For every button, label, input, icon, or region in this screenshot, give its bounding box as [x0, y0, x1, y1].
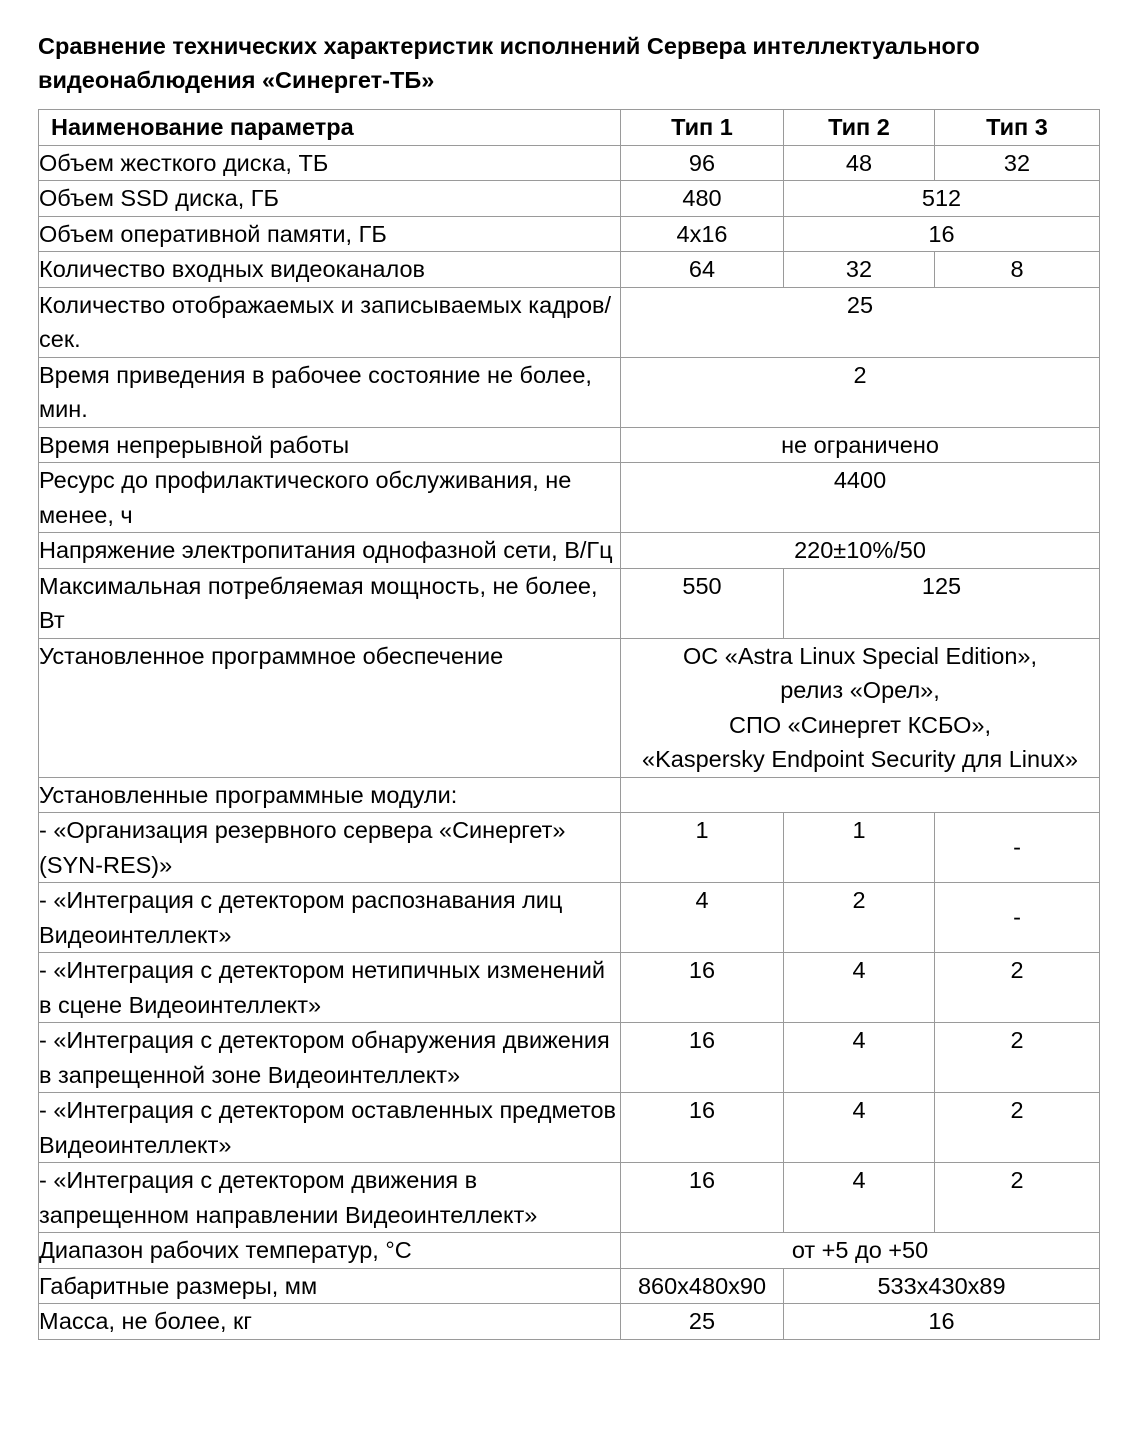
table-row: [39, 1304, 1100, 1340]
cell-type-1: 4x16: [621, 216, 784, 252]
cell-type-2: 4: [784, 1163, 935, 1233]
cell-type-2: 1: [784, 813, 935, 883]
row-param: - «Интеграция с детектором нетипичных изменений в сцене Видеоинтеллект»: [39, 953, 621, 1023]
cell-all-types: 4400: [621, 463, 1100, 533]
row-param: Количество отображаемых и записываемых кадров/сек.: [39, 287, 621, 357]
table-row: [39, 427, 1100, 463]
table-row: [39, 777, 1100, 813]
table-row: [39, 533, 1100, 569]
cell-type-1: 96: [621, 145, 784, 181]
row-param: - «Интеграция с детектором движения в запрещенном направлении Видеоинтеллект»: [39, 1163, 621, 1233]
cell-type-3: 8: [935, 252, 1100, 288]
cell-type-2: 48: [784, 145, 935, 181]
table-row: [39, 216, 1100, 252]
cell-type-1: 16: [621, 1023, 784, 1093]
spec-table: [38, 109, 1100, 1340]
cell-type-1: 4: [621, 883, 784, 953]
cell-type-2: 2: [784, 883, 935, 953]
cell-all-types: 2: [621, 357, 1100, 427]
table-row: [39, 357, 1100, 427]
software-line: релиз «Орел»,: [780, 677, 940, 703]
cell-all-types: от +5 до +50: [621, 1233, 1100, 1269]
software-line: СПО «Синергет КСБО»,: [728, 711, 992, 738]
cell-all-types: 25: [621, 287, 1100, 357]
row-param: Диапазон рабочих температур, °С: [39, 1233, 621, 1269]
cell-type-1: 1: [621, 813, 784, 883]
table-row: [39, 638, 1100, 777]
header-type-2: Тип 2: [784, 110, 935, 146]
cell-type-3: 2: [935, 1163, 1100, 1233]
row-param: - «Интеграция с детектором обнаружения движения в запрещенной зоне Видеоинтеллект»: [39, 1023, 621, 1093]
table-header-row: [39, 110, 1100, 146]
row-param: Объем оперативной памяти, ГБ: [39, 216, 621, 252]
cell-type-1: 16: [621, 1163, 784, 1233]
cell-type-2-3: 125: [784, 568, 1100, 638]
cell-type-3: -: [935, 813, 1100, 883]
table-row: [39, 1233, 1100, 1269]
cell-type-3: -: [935, 883, 1100, 953]
cell-type-1: 16: [621, 1093, 784, 1163]
cell-type-3: 2: [935, 1093, 1100, 1163]
table-row: [39, 568, 1100, 638]
row-param: Габаритные размеры, мм: [39, 1268, 621, 1304]
row-param: Масса, не более, кг: [39, 1304, 621, 1340]
table-row: [39, 252, 1100, 288]
cell-type-3: 2: [935, 1023, 1100, 1093]
row-param: - «Интеграция с детектором распознавания лиц Видеоинтеллект»: [39, 883, 621, 953]
row-param: Установленные программные модули:: [39, 777, 621, 813]
cell-type-2-3: 16: [784, 216, 1100, 252]
cell-type-1: 16: [621, 953, 784, 1023]
row-param: Время приведения в рабочее состояние не более, мин.: [39, 357, 621, 427]
header-type-1: Тип 1: [621, 110, 784, 146]
cell-all-types: 220±10%/50: [621, 533, 1100, 569]
header-parameter: Наименование параметра: [39, 110, 621, 146]
cell-type-1: 860x480x90: [621, 1268, 784, 1304]
software-line: ОС «Astra Linux Special Edition»,: [683, 642, 1037, 669]
table-row: [39, 953, 1100, 1023]
cell-type-3: 2: [935, 953, 1100, 1023]
document-title: Сравнение технических характеристик исполнений Сервера интеллектуального видеонаблюдения «Синергет-ТБ»: [38, 33, 980, 93]
table-row: [39, 1163, 1100, 1233]
cell-type-3: 32: [935, 145, 1100, 181]
cell-type-2-3: 533x430x89: [784, 1268, 1100, 1304]
table-row: [39, 813, 1100, 883]
row-param: Напряжение электропитания однофазной сети, В/Гц: [39, 533, 621, 569]
cell-type-1: 550: [621, 568, 784, 638]
row-param: Количество входных видеоканалов: [39, 252, 621, 288]
table-row: [39, 463, 1100, 533]
row-param: - «Интеграция с детектором оставленных предметов Видеоинтеллект»: [39, 1093, 621, 1163]
cell-all-types: не ограничено: [621, 427, 1100, 463]
row-param: Время непрерывной работы: [39, 427, 621, 463]
cell-type-2-3: 512: [784, 181, 1100, 217]
table-row: [39, 1093, 1100, 1163]
table-row: [39, 1268, 1100, 1304]
cell-type-2: 4: [784, 953, 935, 1023]
cell-type-2: 4: [784, 1023, 935, 1093]
table-row: [39, 181, 1100, 217]
header-type-3: Тип 3: [935, 110, 1100, 146]
cell-type-1: 64: [621, 252, 784, 288]
cell-all-types: [621, 777, 1100, 813]
cell-all-types-software: [621, 638, 1100, 777]
cell-type-1: 25: [621, 1304, 784, 1340]
software-line: «Kaspersky Endpoint Security для Linux»: [642, 746, 1078, 772]
row-param: Ресурс до профилактического обслуживания, не менее, ч: [39, 463, 621, 533]
cell-type-2: 4: [784, 1093, 935, 1163]
table-row: [39, 287, 1100, 357]
row-param: Максимальная потребляемая мощность, не более, Вт: [39, 568, 621, 638]
row-param: Объем SSD диска, ГБ: [39, 181, 621, 217]
cell-type-2-3: 16: [784, 1304, 1100, 1340]
table-row: [39, 1023, 1100, 1093]
row-param: - «Организация резервного сервера «Синергет» (SYN-RES)»: [39, 813, 621, 883]
row-param: Установленное программное обеспечение: [39, 638, 621, 777]
table-row: [39, 883, 1100, 953]
row-param: Объем жесткого диска, ТБ: [39, 145, 621, 181]
table-row: [39, 145, 1100, 181]
cell-type-1: 480: [621, 181, 784, 217]
cell-type-2: 32: [784, 252, 935, 288]
